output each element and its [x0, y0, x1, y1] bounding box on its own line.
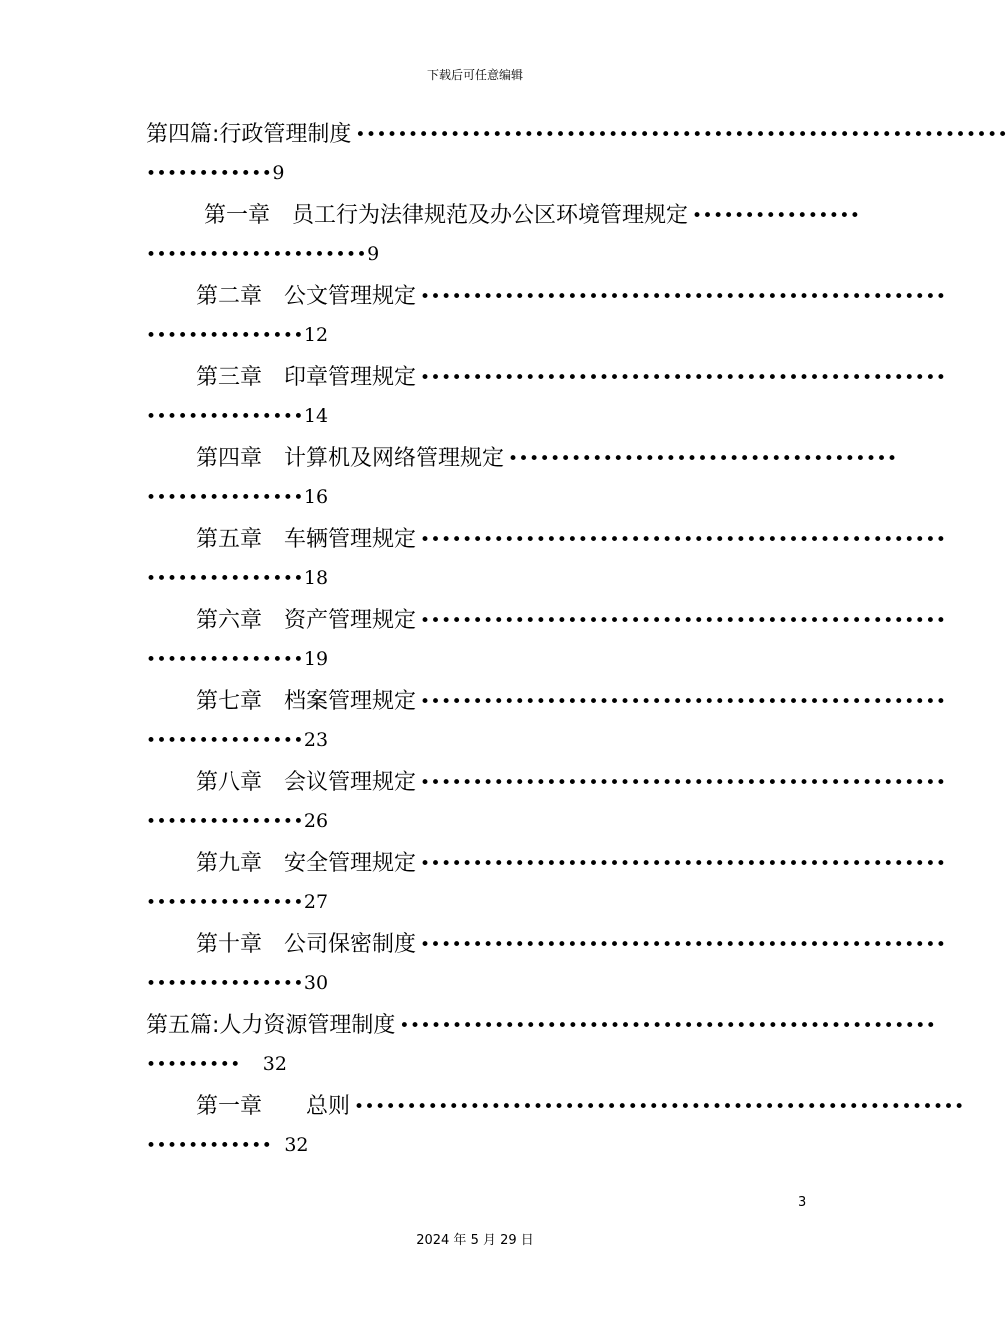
toc-entry-label: 第三章 印章管理规定 [196, 365, 417, 390]
toc-entry-page-line [146, 804, 806, 843]
toc-entry-title-line [146, 843, 947, 885]
toc-page-number: 32 [262, 1053, 287, 1075]
toc-dot-leader-continued: ••••••••••••••• [146, 974, 304, 994]
toc-entry-page-line [146, 1128, 806, 1167]
toc-entry-page-line [146, 318, 806, 357]
toc-entry[interactable] [146, 195, 861, 276]
toc-dot-leader-continued: ••••••••••••••• [146, 326, 304, 346]
toc-dot-leader-continued: ••••••••••••••• [146, 407, 304, 427]
toc-entry-page-line [146, 723, 806, 762]
toc-dot-leader: •••••••••••••••••••••••••••••••••••••••••••••••••• [420, 692, 947, 712]
toc-entry[interactable] [146, 1005, 937, 1086]
toc-entry[interactable] [146, 519, 947, 600]
toc-entry-label: 第九章 安全管理规定 [196, 851, 417, 876]
toc-page-number: 32 [284, 1134, 309, 1156]
toc-entry-title-line [146, 762, 947, 804]
toc-entry-title-line [146, 681, 947, 723]
toc-entry-page-line [146, 561, 806, 600]
toc-dot-leader: •••••••••••••••••••••••••••••••••••••••••••••••••• [420, 287, 947, 307]
toc-entry-title-line [146, 600, 947, 642]
toc-page-number: 16 [303, 486, 329, 508]
toc-page-number: 9 [367, 243, 380, 265]
toc-dot-leader: •••••••••••••••••••••••••••••••••••••••••••••••••• [420, 530, 947, 550]
toc-entry-label: 第二章 公文管理规定 [196, 284, 417, 309]
toc-entry[interactable] [146, 681, 947, 762]
toc-entry-page-line [146, 966, 806, 1005]
toc-dot-leader: •••••••••••••••••••••••••••••••••••••••••••••••••• [420, 854, 947, 874]
toc-entry[interactable] [146, 438, 898, 519]
toc-entry-page-line [146, 1047, 806, 1086]
toc-dot-leader: •••••••••••••••• [692, 206, 861, 226]
toc-dot-leader: •••••••••••••••••••••••••••••••••••••••••••••••••• [420, 773, 947, 793]
toc-dot-leader: •••••••••••••••••••••••••••••••••••••••••••••••••••••••••••••• [355, 125, 1008, 145]
toc-dot-leader-continued: ••••••••••••••• [146, 488, 304, 508]
toc-entry-page-line [146, 237, 806, 276]
toc-entry-page-line [146, 399, 806, 438]
toc-dot-leader-continued: ••••••••••••••• [146, 731, 304, 751]
toc-page-number: 26 [303, 810, 329, 832]
toc-entry[interactable] [146, 924, 947, 1005]
toc-dot-leader: •••••••••••••••••••••••••••••••••••••••••••••••••• [420, 935, 947, 955]
toc-entry[interactable] [146, 276, 947, 357]
toc-entry-label: 第四篇:行政管理制度 [146, 122, 352, 147]
toc-entry-page-line [146, 885, 806, 924]
page-number: 3 [798, 1195, 807, 1210]
toc-entry-label: 第一章 员工行为法律规范及办公区环境管理规定 [204, 203, 689, 228]
toc-dot-leader-continued: ••••••••• [146, 1055, 241, 1075]
toc-page-number: 9 [272, 162, 285, 184]
toc-page-number: 19 [303, 648, 329, 670]
toc-dot-leader-continued: ••••••••••••••• [146, 650, 304, 670]
toc-dot-leader-continued: •••••••••••• [146, 1136, 273, 1156]
toc-dot-leader-continued: •••••••••••• [146, 164, 273, 184]
toc-entry-title-line [146, 438, 898, 480]
toc-dot-leader: ••••••••••••••••••••••••••••••••••••••••••••••••••• [399, 1016, 937, 1036]
toc-page-number: 23 [303, 729, 329, 751]
toc-entry-title-line [146, 519, 947, 561]
toc-page-number: 18 [303, 567, 329, 589]
toc-entry-title-line [146, 1005, 937, 1047]
toc-entry-label: 第八章 会议管理规定 [196, 770, 417, 795]
toc-page-number: 14 [303, 405, 329, 427]
toc-page-number: 12 [303, 324, 329, 346]
toc-dot-leader-continued: ••••••••••••••• [146, 569, 304, 589]
toc-page-number: 30 [303, 972, 329, 994]
toc-entry-title-line [146, 357, 947, 399]
toc-dot-leader-continued: ••••••••••••••••••••• [146, 245, 368, 265]
toc-entry[interactable] [146, 357, 947, 438]
toc-entry-label: 第七章 档案管理规定 [196, 689, 417, 714]
toc-entry-label: 第四章 计算机及网络管理规定 [196, 446, 505, 471]
toc-entry-label: 第一章 总则 [196, 1094, 351, 1119]
toc-entry-label: 第十章 公司保密制度 [196, 932, 417, 957]
toc-dot-leader: •••••••••••••••••••••••••••••••••••••••••••••••••• [420, 611, 947, 631]
toc-dot-leader: •••••••••••••••••••••••••••••••••••••••••••••••••• [420, 368, 947, 388]
toc-entry[interactable] [146, 762, 947, 843]
toc-page-number: 27 [303, 891, 329, 913]
toc-entry-title-line [146, 1086, 965, 1128]
toc-dot-leader: ••••••••••••••••••••••••••••••••••••• [508, 449, 898, 469]
toc-entry-title-line [146, 195, 861, 237]
toc-entry-title-line [146, 276, 947, 318]
toc-entry-title-line [146, 114, 1008, 156]
toc-entry[interactable] [146, 114, 1008, 195]
toc-entry-title-line [146, 924, 947, 966]
toc-entry-label: 第六章 资产管理规定 [196, 608, 417, 633]
page-footer-date: 2024 年 5 月 29 日 [416, 1233, 534, 1248]
page-header: 下载后可任意编辑 [426, 68, 523, 82]
toc-entry[interactable] [146, 600, 947, 681]
toc-entry[interactable] [146, 1086, 965, 1167]
toc-entry[interactable] [146, 843, 947, 924]
toc-dot-leader-continued: ••••••••••••••• [146, 893, 304, 913]
table-of-contents [146, 114, 1008, 1167]
toc-entry-page-line [146, 156, 806, 195]
toc-entry-label: 第五篇:人力资源管理制度 [146, 1013, 396, 1038]
toc-dot-leader-continued: ••••••••••••••• [146, 812, 304, 832]
toc-entry-page-line [146, 642, 806, 681]
toc-entry-label: 第五章 车辆管理规定 [196, 527, 417, 552]
toc-entry-page-line [146, 480, 806, 519]
toc-dot-leader: •••••••••••••••••••••••••••••••••••••••••••••••••••••••••• [354, 1097, 965, 1117]
